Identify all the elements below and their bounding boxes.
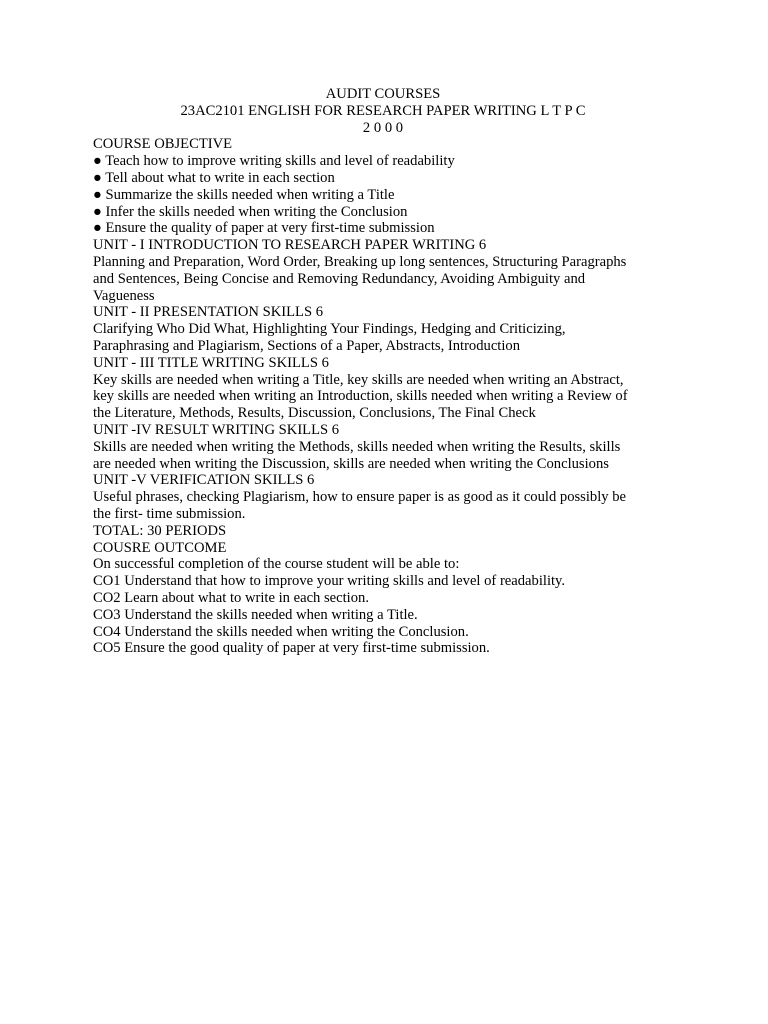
objective-item: ● Tell about what to write in each section: [93, 169, 335, 186]
unit-2-text-line: Clarifying Who Did What, Highlighting Your Findings, Hedging and Criticizing,: [93, 321, 566, 338]
course-code-title: 23AC2101 ENGLISH FOR RESEARCH PAPER WRITING L T P C: [180, 102, 586, 119]
document-page: [93, 86, 673, 657]
unit-3-text-line: the Literature, Methods, Results, Discussion, Conclusions, The Final Check: [93, 405, 536, 422]
outcome-item: CO4 Understand the skills needed when writing the Conclusion.: [93, 623, 469, 640]
unit-1-text-line: and Sentences, Being Concise and Removing Redundancy, Avoiding Ambiguity and: [93, 270, 586, 287]
outcome-item: CO2 Learn about what to write in each section.: [93, 589, 369, 606]
unit-1-text-line: Vagueness: [93, 287, 155, 304]
unit-5-heading: UNIT -V VERIFICATION SKILLS 6: [93, 472, 315, 489]
outcome-item: CO1 Understand that how to improve your writing skills and level of readability.: [93, 573, 566, 590]
unit-3-text-line: key skills are needed when writing an Introduction, skills needed when writing a Review of: [93, 388, 628, 405]
outcome-item: CO5 Ensure the good quality of paper at very first-time submission.: [93, 640, 490, 657]
unit-2-heading: UNIT - II PRESENTATION SKILLS 6: [93, 304, 324, 321]
outcome-item: CO3 Understand the skills needed when writing a Title.: [93, 606, 418, 623]
objective-item: ● Infer the skills needed when writing the Conclusion: [93, 203, 408, 220]
unit-1-heading: UNIT - I INTRODUCTION TO RESEARCH PAPER WRITING 6: [93, 237, 487, 254]
document-title: AUDIT COURSES: [325, 86, 441, 102]
unit-4-text-line: Skills are needed when writing the Methods, skills needed when writing the Results, skills: [93, 438, 621, 455]
unit-1-text-line: Planning and Preparation, Word Order, Breaking up long sentences, Structuring Paragraphs: [93, 253, 627, 270]
unit-2-text-line: Paraphrasing and Plagiarism, Sections of a Paper, Abstracts, Introduction: [93, 337, 521, 354]
objective-item: ● Teach how to improve writing skills and level of readability: [93, 153, 455, 170]
total-periods: TOTAL: 30 PERIODS: [93, 522, 227, 539]
course-outcome-heading: COUSRE OUTCOME: [93, 539, 227, 556]
objective-item: ● Ensure the quality of paper at very first-time submission: [93, 220, 435, 237]
unit-4-text-line: are needed when writing the Discussion, skills are needed when writing the Conclusions: [93, 455, 609, 472]
unit-3-text-line: Key skills are needed when writing a Title, key skills are needed when writing an Abstract,: [93, 371, 624, 388]
outcome-intro: On successful completion of the course student will be able to:: [93, 556, 460, 573]
ltpc-values: 2 0 0 0: [362, 119, 404, 136]
unit-4-heading: UNIT -IV RESULT WRITING SKILLS 6: [93, 421, 340, 438]
unit-3-heading: UNIT - III TITLE WRITING SKILLS 6: [93, 354, 329, 371]
unit-5-text-line: Useful phrases, checking Plagiarism, how to ensure paper is as good as it could possibly be: [93, 489, 626, 506]
course-objective-heading: COURSE OBJECTIVE: [93, 136, 233, 153]
unit-5-text-line: the first- time submission.: [93, 505, 246, 522]
objective-item: ● Summarize the skills needed when writing a Title: [93, 186, 395, 203]
